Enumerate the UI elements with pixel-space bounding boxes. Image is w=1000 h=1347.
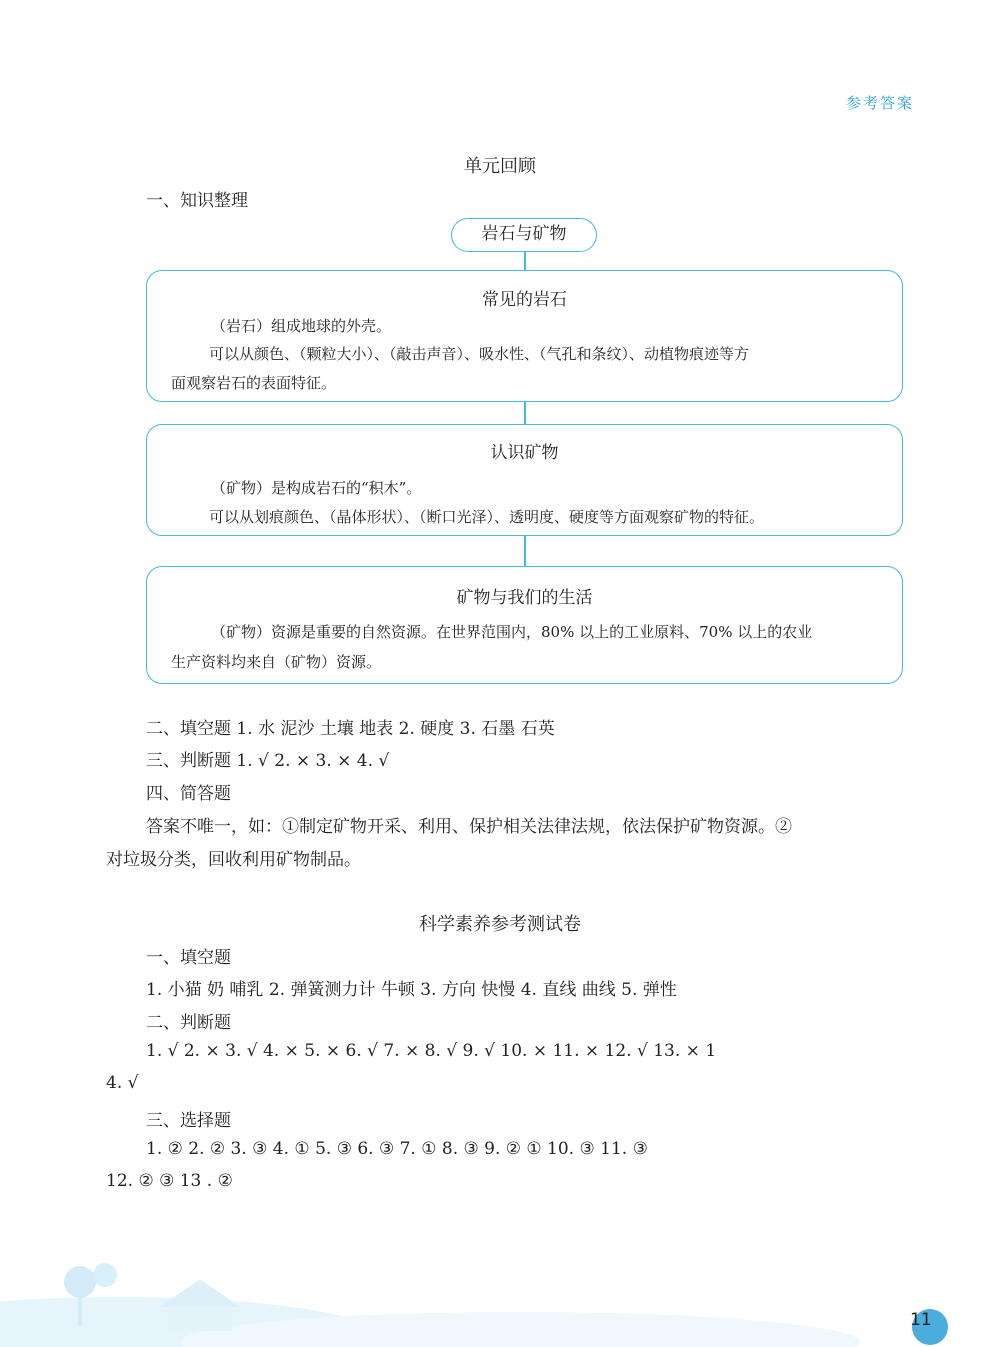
box-line: 可以从划痕颜色、（晶体形状）、（断口光泽）、透明度、硬度等方面观察矿物的特征。: [209, 508, 765, 526]
page-number: 11: [910, 1310, 932, 1330]
box-line: （岩石）组成地球的外壳。: [211, 317, 392, 335]
mindmap-center: 岩石与矿物: [451, 218, 597, 252]
box-line: （矿物）是构成岩石的“积木”。: [211, 479, 422, 497]
box-line: 可以从颜色、（颗粒大小）、（敲击声音）、吸水性、（气孔和条纹）、动植物痕迹等方: [209, 345, 750, 363]
test-choice-title: 三、选择题: [146, 1111, 231, 1131]
short-answer-title: 四、简答题: [146, 784, 231, 804]
test-judge-title: 二、判断题: [146, 1013, 231, 1033]
box-title: 常见的岩石: [482, 290, 567, 310]
unit-review-title: 单元回顾: [464, 156, 536, 177]
box-common-rocks: [146, 270, 903, 402]
header-label: 参考答案: [846, 94, 915, 112]
footer-landscape-decoration: [0, 1227, 1000, 1347]
box-know-minerals: [146, 424, 903, 536]
test-judge-answers: 1. √ 2. × 3. √ 4. × 5. × 6. √ 7. × 8. √ 9. √ 10. × 11. × 12. √ 13. × 1: [146, 1041, 717, 1061]
short-answer-line: 答案不唯一，如：①制定矿物开采、利用、保护相关法律法规，依法保护矿物资源。②: [146, 817, 792, 837]
judge-answers: 三、判断题 1. √ 2. × 3. × 4. √: [146, 751, 390, 771]
fill-answers: 二、填空题 1. 水 泥沙 土壤 地表 2. 硬度 3. 石墨 石英: [146, 719, 555, 739]
box-title: 矿物与我们的生活: [456, 588, 593, 608]
connector-line: [524, 536, 526, 566]
test-choice-answers: 1. ② 2. ② 3. ③ 4. ① 5. ③ 6. ③ 7. ① 8. ③ 9. ② ① 10. ③ 11. ③: [146, 1139, 648, 1159]
test-fill-title: 一、填空题: [146, 948, 231, 968]
test-fill-answers: 1. 小猫 奶 哺乳 2. 弹簧测力计 牛顿 3. 方向 快慢 4. 直线 曲线 5. 弹性: [146, 980, 677, 1000]
section-knowledge: 一、知识整理: [146, 191, 248, 211]
box-line: （矿物）资源是重要的自然资源。在世界范围内，80% 以上的工业原料、70% 以上的农业: [211, 623, 813, 641]
box-minerals-life: [146, 566, 903, 684]
box-title: 认识矿物: [490, 443, 559, 463]
short-answer-line: 对垃圾分类，回收利用矿物制品。: [106, 850, 361, 870]
connector-line: [524, 252, 526, 270]
connector-line: [524, 402, 526, 424]
test-judge-answers: 4. √: [106, 1073, 139, 1093]
test-title: 科学素养参考测试卷: [419, 914, 581, 935]
test-choice-answers: 12. ② ③ 13 . ②: [106, 1171, 233, 1191]
box-line: 生产资料均来自（矿物）资源。: [171, 653, 382, 671]
box-line: 面观察岩石的表面特征。: [171, 374, 337, 392]
